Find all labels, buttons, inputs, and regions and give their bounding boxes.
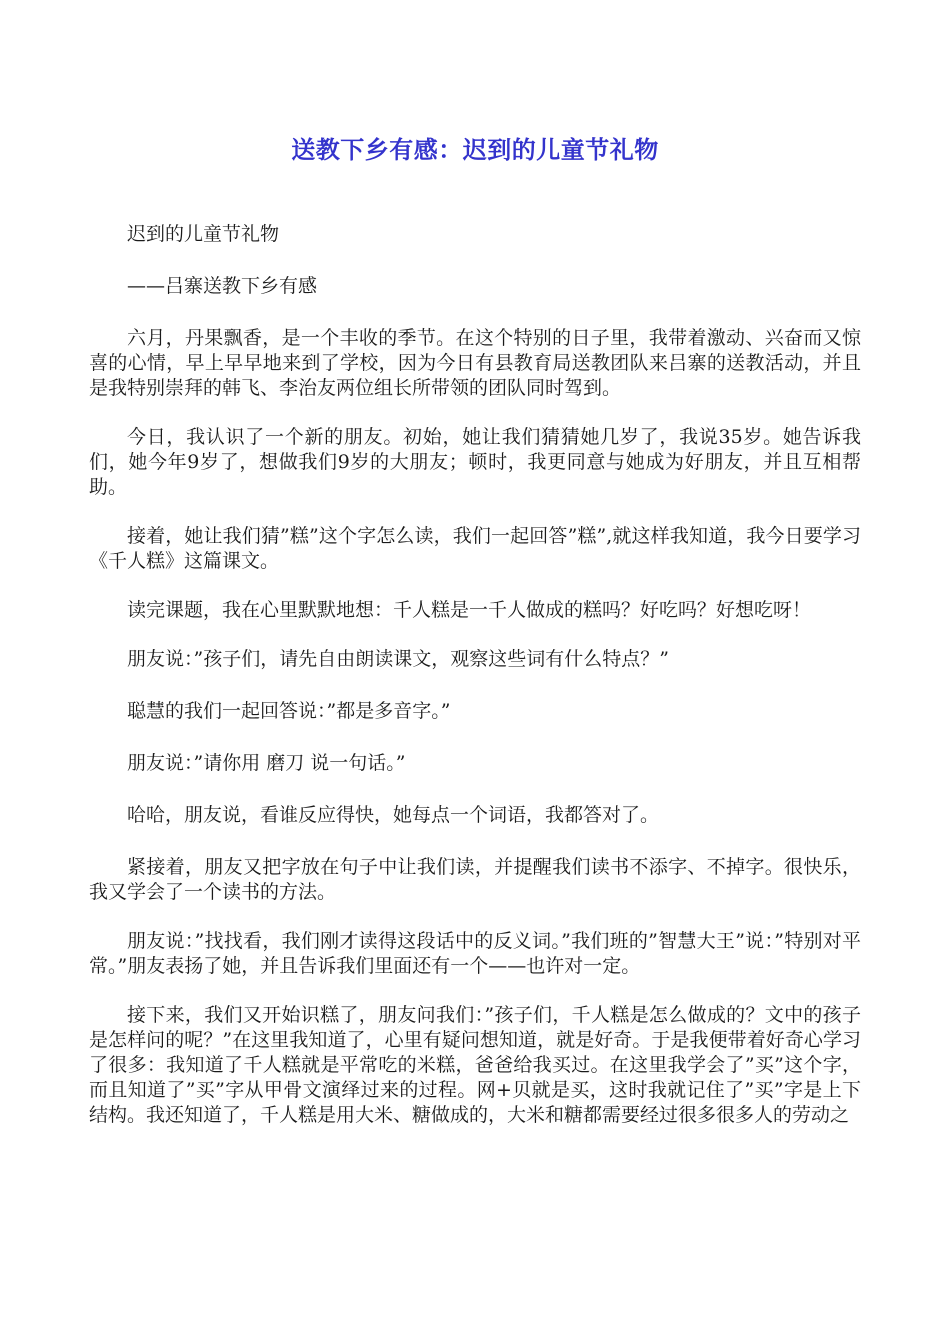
document-title: 送教下乡有感：迟到的儿童节礼物 bbox=[291, 136, 659, 164]
paragraph: 朋友说：”孩子们，请先自由朗读课文，观察这些词有什么特点？” bbox=[127, 648, 669, 670]
paragraph-subtitle: 迟到的儿童节礼物 bbox=[127, 223, 280, 245]
paragraph: 读完课题，我在心里默默地想：千人糕是一千人做成的糕吗？好吃吗？好想吃呀！ bbox=[127, 599, 812, 621]
paragraph: 紧接着，朋友又把字放在句子中让我们读，并提醒我们读书不添字、不掉字。很快乐，我又学会了一个读书的方法。 bbox=[89, 856, 861, 903]
paragraph: 聪慧的我们一起回答说：”都是多音字。” bbox=[127, 700, 451, 722]
paragraph: 今日，我认识了一个新的朋友。初始，她让我们猜猜她几岁了，我说35岁。她告诉我们，她今年9岁了，想做我们9岁的大朋友；顿时，我更同意与她成为好朋友，并且互相帮助。 bbox=[89, 426, 861, 498]
paragraph: 朋友说：”找找看，我们刚才读得这段话中的反义词。”我们班的”智慧大王”说：”特别对平常。”朋友表扬了她，并且告诉我们里面还有一个——也许对一定。 bbox=[89, 930, 861, 977]
paragraph: 接着，她让我们猜”糕”这个字怎么读，我们一起回答”糕”,就这样我知道，我今日要学习《千人糕》这篇课文。 bbox=[89, 525, 861, 572]
paragraph: 六月，丹果飘香，是一个丰收的季节。在这个特别的日子里，我带着激动、兴奋而又惊喜的心情，早上早早地来到了学校，因为今日有县教育局送教团队来吕寨的送教活动，并且是我特别崇拜的韩飞、李治友两位组长所带领的团队同时驾到。 bbox=[89, 327, 861, 399]
paragraph: 朋友说：”请你用 磨刀 说一句话。” bbox=[127, 752, 406, 774]
document-body bbox=[89, 222, 861, 1152]
paragraph-byline: ——吕寨送教下乡有感 bbox=[127, 275, 318, 297]
paragraph: 哈哈，朋友说，看谁反应得快，她每点一个词语，我都答对了。 bbox=[127, 804, 660, 826]
paragraph: 接下来，我们又开始识糕了，朋友问我们：”孩子们，千人糕是怎么做成的？文中的孩子是怎样问的呢？”在这里我知道了，心里有疑问想知道，就是好奇。于是我便带着好奇心学习了很多：我知道了千人糕就是平常吃的米糕，爸爸给我买过。在这里我学会了”买”这个字，而且知道了”买”字从甲骨文演绎过来的过程。网+贝就是买，这时我就记住了”买”字是上下结构。我还知道了，千人糕是用大米、糖做成的，大米和糖都需要经过很多很多人的劳动之 bbox=[89, 1004, 861, 1126]
